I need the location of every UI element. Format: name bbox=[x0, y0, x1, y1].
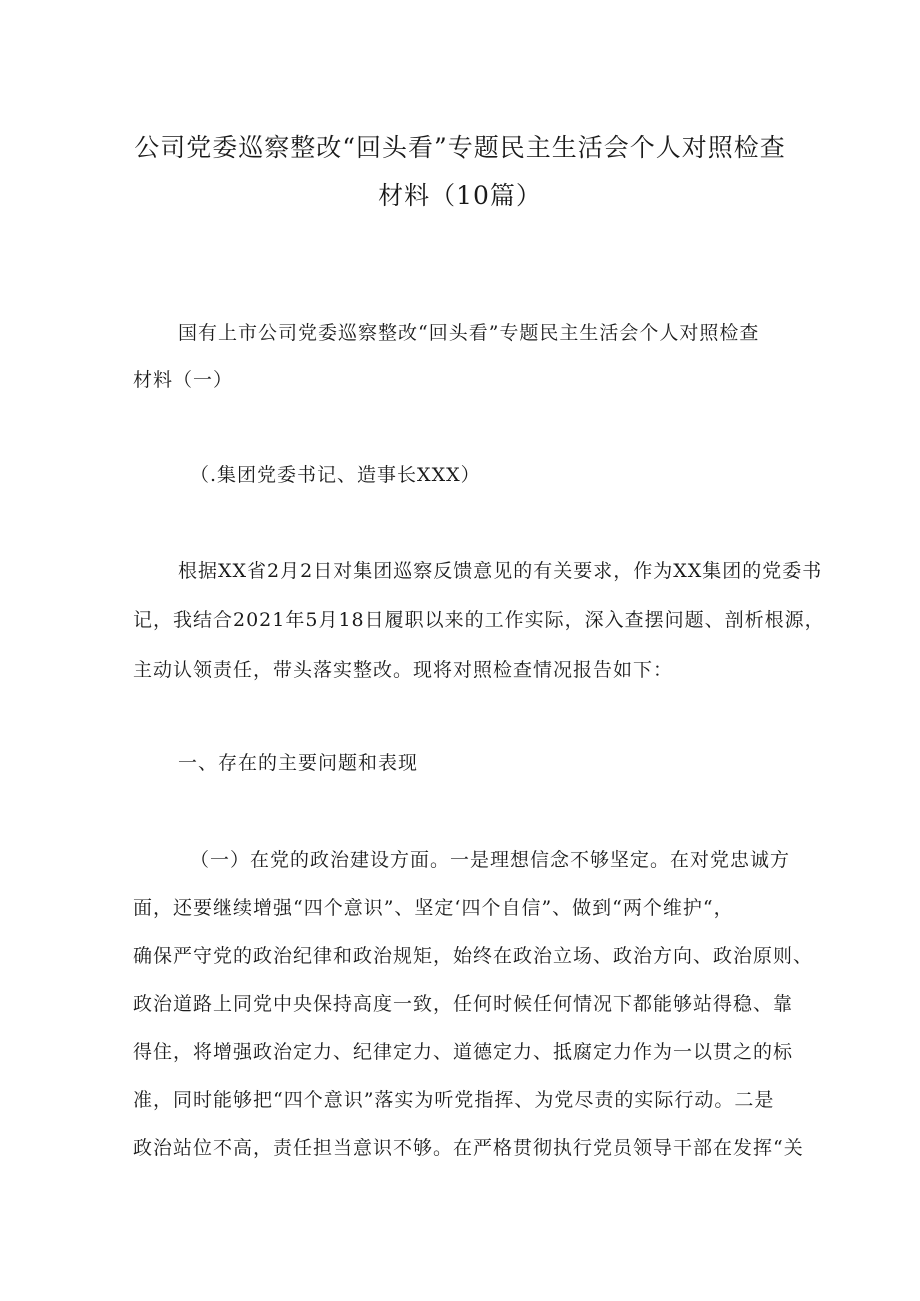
section-heading: 一、存在的主要问题和表现 bbox=[178, 752, 419, 774]
intro-line-1: 根据XX省2月2日对集团巡察反馈意见的有关要求，作为XX集团的党委书 bbox=[178, 560, 823, 582]
body-line-7: 政治站位不高，责任担当意识不够。在严格贯彻执行党员领导干部在发挥“关 bbox=[133, 1137, 804, 1159]
intro-line-2: 记，我结合2021年5月18日履职以来的工作实际，深入查摆问题、剖析根源， bbox=[133, 609, 825, 631]
author-line: （.集团党委书记、造事长XXX） bbox=[190, 464, 481, 486]
body-line-4: 政治道路上同党中央保持高度一致，任何时候任何情况下都能够站得稳、靠 bbox=[133, 993, 794, 1015]
body-line-3: 确保严守党的政治纪律和政治规矩，始终在政治立场、政治方向、政治原则、 bbox=[133, 945, 814, 967]
document-title-line-1: 公司党委巡察整改“回头看”专题民主生活会个人对照检查 bbox=[134, 133, 786, 162]
section-subtitle-line-1: 国有上市公司党委巡察整改“回头看”专题民主生活会个人对照检查 bbox=[178, 322, 760, 344]
body-line-5: 得住，将增强政治定力、纪律定力、道德定力、抵腐定力作为一以贯之的标 bbox=[133, 1041, 794, 1063]
body-line-6: 准，同时能够把“四个意识”落实为听党指挥、为党尽责的实际行动。二是 bbox=[133, 1089, 775, 1111]
body-line-2: 面，还要继续增强“四个意识”、坚定‘四个自信”、做到“两个维护“， bbox=[133, 897, 734, 919]
section-subtitle-line-2: 材料（一） bbox=[133, 369, 234, 391]
intro-line-3: 主动认领责任，带头落实整改。现将对照检查情况报告如下： bbox=[133, 659, 674, 681]
document-title-line-2: 材料（10篇） bbox=[378, 181, 542, 210]
body-line-1: （一）在党的政治建设方面。一是理想信念不够坚定。在对党忠诚方 bbox=[190, 849, 791, 871]
